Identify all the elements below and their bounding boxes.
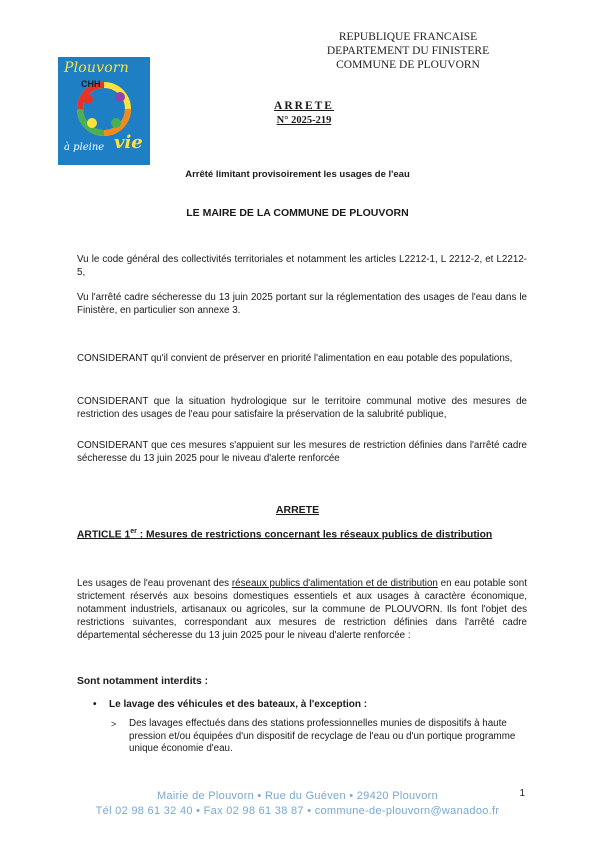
maire-heading: LE MAIRE DE LA COMMUNE DE PLOUVORN <box>186 207 409 219</box>
article-title: : Mesures de restrictions concernant les réseaux publics de distribution <box>136 529 493 541</box>
considerant-paragraph: CONSIDERANT que la situation hydrologique sur le territoire communal motive des mesures de restriction des usages de l'eau pour satisfaire la préservation de la salubrité publique, <box>77 396 527 420</box>
usage-text: Les usages de l'eau provenant des <box>77 578 232 589</box>
considerant-paragraph: CONSIDERANT qu'il convient de préserver en priorité l'alimentation en eau potable des populations, <box>77 353 513 364</box>
considerant-paragraph: CONSIDERANT que ces mesures s'appuient sur les mesures de restriction définies dans l'arrêté cadre sécheresse du 13 juin 2025 pour le niveau d'alerte renforcée <box>77 440 527 464</box>
arrete-title: ARRETE <box>274 100 334 112</box>
arrete-section-title: ARRETE <box>275 504 320 516</box>
sub-item <box>111 718 527 756</box>
interdits-heading: Sont notamment interdits : <box>77 676 208 687</box>
usage-underlined: réseaux publics d'alimentation et de distribution <box>231 578 438 589</box>
department-line: DEPARTEMENT DU FINISTERE <box>326 45 490 57</box>
usage-paragraph <box>77 577 527 642</box>
republic-line: REPUBLIQUE FRANCAISE <box>338 31 478 43</box>
arrete-heading <box>250 100 358 126</box>
article-1-heading <box>77 528 492 540</box>
usage-text: en eau potable sont strictement réservés aux besoins domestiques essentiels et aux usages à caractère économique, notamment industriels, artisanaux ou agricoles, sur la commune de PLOUVORN. Ils font l'objet des restrictions suivantes, correspondant aux mesures de restriction définies dans l'arrêté cadre départemental sécheresse du 13 juin 2025 pour le niveau d'alerte renforcée : <box>77 578 527 641</box>
logo-tagline: à pleine <box>64 142 105 153</box>
document-subject: Arrêté limitant provisoirement les usages de l'eau <box>185 169 410 180</box>
page-number: 1 <box>519 788 525 799</box>
bullet-text: Le lavage des véhicules et des bateaux, à l'exception : <box>109 699 368 710</box>
arrete-number: N° 2025-219 <box>276 115 332 126</box>
sub-item-text: Des lavages effectués dans des stations professionnelles munies de dispositifs à haute pression et/ou équipées d'un dispositif de recyclage de l'eau ou d'un portique programme unique économie d'eau. <box>129 718 516 754</box>
commune-line: COMMUNE DE PLOUVORN <box>336 59 480 71</box>
vu-paragraph: Vu le code général des collectivités territoriales et notamment les articles L2212-1, L 2212-2, et L2212-5, <box>77 254 527 278</box>
bullet-icon: • <box>93 699 97 710</box>
chevron-right-icon: > <box>111 719 117 729</box>
footer-contact: Tél 02 98 61 32 40 • Fax 02 98 61 38 87 • commune-de-plouvorn@wanadoo.fr <box>95 805 500 817</box>
logo-chh: CHH <box>81 79 101 89</box>
article-sup: er <box>130 528 137 535</box>
bullet-item <box>93 699 367 710</box>
footer-address: Mairie de Plouvorn • Rue du Guéven • 29420 Plouvorn <box>156 790 439 802</box>
plouvorn-logo <box>58 57 150 165</box>
logo-name: Plouvorn <box>64 60 129 76</box>
article-label: ARTICLE 1 <box>77 529 131 541</box>
republic-header <box>313 30 503 72</box>
logo-tagline-word: vie <box>114 132 143 153</box>
vu-paragraph: Vu l'arrêté cadre sécheresse du 13 juin 2025 portant sur la réglementation des usages de l'eau dans le Finistère, en particulier son annexe 3. <box>77 292 527 316</box>
